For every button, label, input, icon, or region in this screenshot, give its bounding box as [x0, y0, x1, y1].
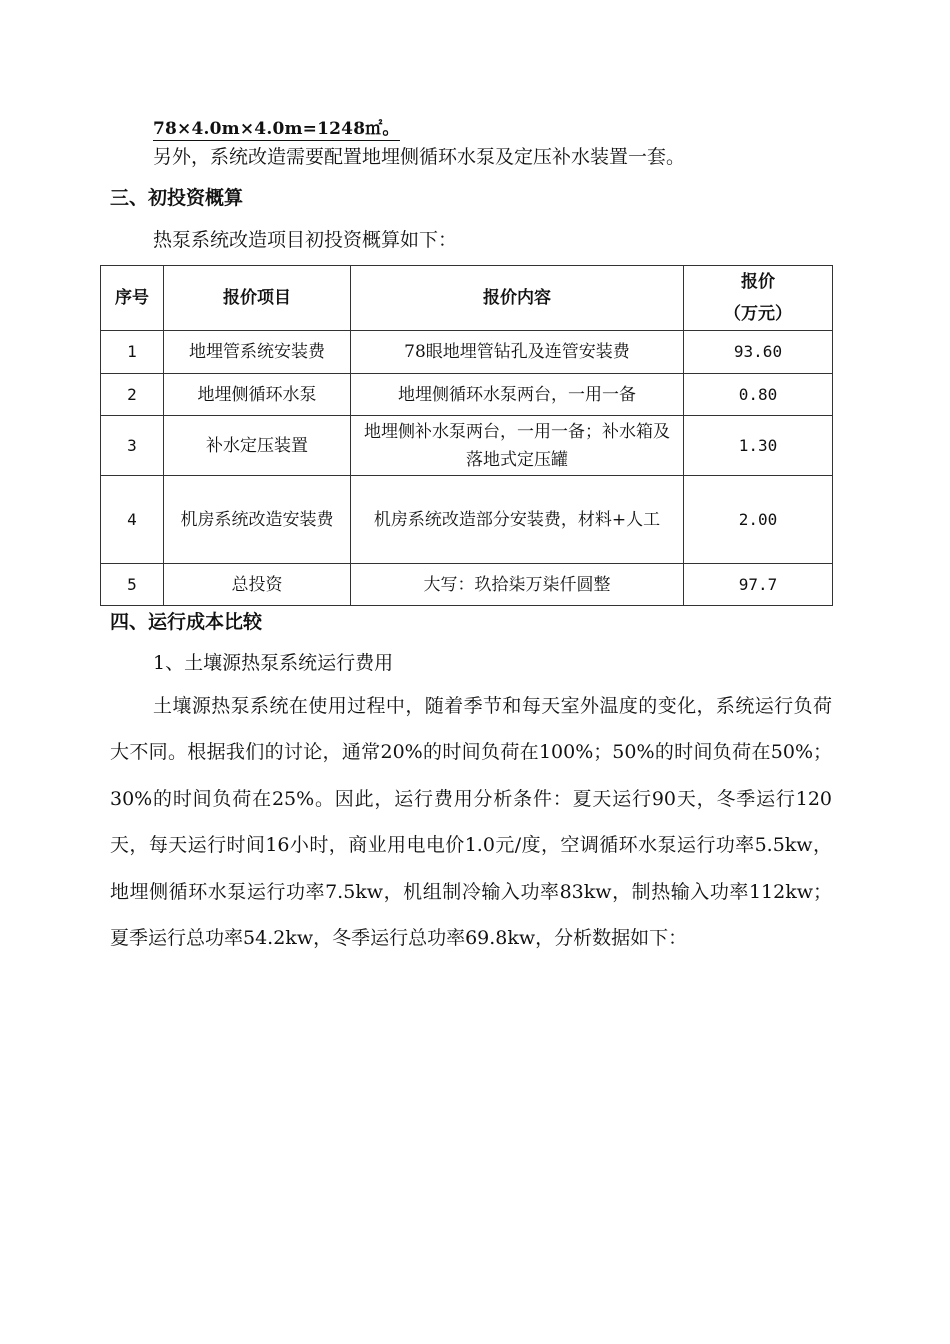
- section-4-subheading: 1、土壤源热泵系统运行费用: [153, 652, 394, 674]
- table-row: [101, 374, 833, 416]
- header-item: 报价项目: [164, 266, 351, 331]
- row-content: 大写：玖拾柒万柒仟圆整: [351, 564, 684, 606]
- row-no: 4: [101, 476, 164, 564]
- investment-table: [100, 265, 833, 606]
- section-3-heading: 三、初投资概算: [110, 187, 244, 209]
- header-content: 报价内容: [351, 266, 684, 331]
- row-price: 0.80: [684, 374, 833, 416]
- row-content: 机房系统改造部分安装费，材料+人工: [351, 476, 684, 564]
- row-item: 地埋侧循环水泵: [164, 374, 351, 416]
- row-content: 地埋侧循环水泵两台，一用一备: [351, 374, 684, 416]
- section-4-heading: 四、运行成本比较: [110, 611, 263, 633]
- row-price: 2.00: [684, 476, 833, 564]
- addition-note: 另外，系统改造需要配置地埋侧循环水泵及定压补水装置一套。: [153, 146, 686, 168]
- row-price: 97.7: [684, 564, 833, 606]
- row-price: 1.30: [684, 416, 833, 476]
- row-item: 补水定压装置: [164, 416, 351, 476]
- header-no: 序号: [101, 266, 164, 331]
- table-row: [101, 476, 833, 564]
- header-price: [684, 266, 833, 331]
- table-header-row: [101, 266, 833, 331]
- row-no: 3: [101, 416, 164, 476]
- row-item: 地埋管系统安装费: [164, 331, 351, 374]
- section-3-intro: 热泵系统改造项目初投资概算如下：: [153, 229, 458, 251]
- table-row: [101, 416, 833, 476]
- table-row: [101, 331, 833, 374]
- row-content: 地埋侧补水泵两台，一用一备；补水箱及落地式定压罐: [351, 416, 684, 476]
- row-item: 总投资: [164, 564, 351, 606]
- area-formula: 78×4.0m×4.0m=1248㎡。: [153, 114, 400, 141]
- header-price-label: 报价: [741, 272, 775, 292]
- row-no: 1: [101, 331, 164, 374]
- row-price: 93.60: [684, 331, 833, 374]
- operating-cost-paragraph: 土壤源热泵系统在使用过程中，随着季节和每天室外温度的变化，系统运行负荷大不同。根据我们的讨论，通常20%的时间负荷在100%；50%的时间负荷在50%；30%的时间负荷在25%。因此，运行费用分析条件：夏天运行90天，冬季运行120天，每天运行时间16小时，商业用电电价1.0元/度，空调循环水泵运行功率5.5kw，地埋侧循环水泵运行功率7.5kw，机组制冷输入功率83kw，制热输入功率112kw；夏季运行总功率54.2kw，冬季运行总功率69.8kw，分析数据如下：: [110, 695, 832, 950]
- row-no: 2: [101, 374, 164, 416]
- row-item: 机房系统改造安装费: [164, 476, 351, 564]
- row-content: 78眼地埋管钻孔及连管安装费: [351, 331, 684, 374]
- table-row: [101, 564, 833, 606]
- header-price-unit: （万元）: [724, 304, 792, 324]
- row-no: 5: [101, 564, 164, 606]
